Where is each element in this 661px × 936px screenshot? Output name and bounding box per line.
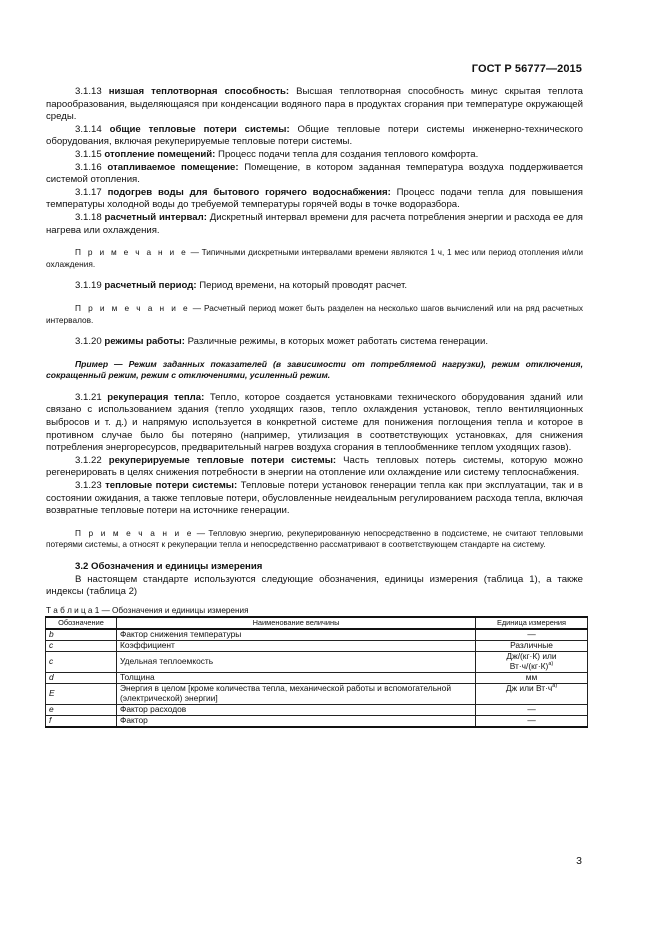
term-3-1-15: 3.1.15 отопление помещений: Процесс подачи тепла для создания теплового комфорта. — [75, 148, 479, 160]
term-3-1-18: 3.1.18 расчетный интервал: Дискретный интервал времени для расчета потребления энергии и расхода ее для нагрева или охлаждения. — [46, 211, 584, 236]
table-header-symbol: Обозначение — [46, 617, 117, 629]
page-number: 3 — [576, 855, 582, 867]
name-cell: Фактор — [117, 715, 476, 727]
note-intervals: П р и м е ч а н и е — Типичными дискретными интервалами времени являются 1 ч, 1 мес или период отопления и/или охлаждения. — [46, 247, 583, 269]
term-3-1-14: 3.1.14 общие тепловые потери системы: Общие тепловые потери системы инженерно-технического оборудования, включая рекуперируемые тепловые потери системы. — [46, 123, 583, 148]
table-header-unit: Единица измерения — [476, 617, 588, 629]
term-3-1-21: 3.1.21 рекуперация тепла: Тепло, которое создается установками технического оборудования зданий или связано с использованием здания (тепло уходящих газов, тепло охлаждения установок, тепло вентиляционных выбросов и т. д.) и напрямую используется в конкретной системе для понижения поглощения тепла и которое в противном случае было бы потеряно (например, утилизация в соответствующих установках, для снижения потребления энергоресурсов, предварительный нагрев воздуха сгорания в теплообменнике теплом уходящих газов). — [46, 391, 583, 454]
symbols-table — [45, 616, 588, 728]
example-modes: Пример — Режим заданных показателей (в зависимости от потребляемой нагрузки), режим отключения, сокращенный режим, режим с отключениями, усиленный режим. — [46, 358, 583, 381]
symbol-cell: e — [46, 704, 117, 715]
symbol-cell: d — [46, 672, 117, 683]
document-body — [46, 86, 583, 728]
unit-cell: Дж или $Вт\cdot ч^{а)}$ — [476, 683, 588, 704]
unit-cell: — — [476, 704, 588, 715]
name-cell: Фактор расходов — [117, 704, 476, 715]
term-3-1-16: 3.1.16 отапливаемое помещение: Помещение, в котором заданная температура воздуха поддерживается системой отопления. — [46, 161, 583, 186]
table1-caption: Т а б л и ц а 1 — Обозначения и единицы измерения — [46, 605, 249, 615]
symbol-cell: c — [46, 651, 117, 672]
section-intro: В настоящем стандарте используются следующие обозначения, единицы измерения (таблица 1), а также индексы (таблица 2) — [46, 573, 583, 598]
section-heading: 3.2 Обозначения и единицы измерения — [75, 561, 263, 572]
term-3-1-22: 3.1.22 рекуперируемые тепловые потери системы: Часть тепловых потерь системы, которую можно регенерировать в целях снижения потребности в энергии на отопление или охлаждение или систему теплоснабжения. — [46, 454, 584, 479]
term-3-1-23: 3.1.23 тепловые потери системы: Тепловые потери установок генерации тепла как при эксплуатации, так и в состоянии ожидания, а также тепловые потери, обусловленные неидеальным регулированием расхода тепла, включая возвратные тепловые потери на источнике генерации. — [46, 480, 583, 517]
unit-cell: — — [476, 715, 588, 727]
name-cell: Коэффициент — [117, 640, 476, 651]
unit-cell: Дж/(кг·К) или $Вт\cdot ч/(кг\cdot К)^{а)}$ — [476, 651, 588, 672]
table-row — [46, 704, 588, 715]
table-row — [46, 683, 588, 704]
symbol-cell: f — [46, 715, 117, 727]
table-row — [46, 640, 588, 651]
symbol-cell: c — [46, 640, 117, 651]
table-row — [46, 651, 588, 672]
term-3-1-17: 3.1.17 подогрев воды для бытового горячего водоснабжения: Процесс подачи тепла для повышения температуры холодной воды до требуемой температуры горячей воды в точке водоразбора. — [46, 186, 583, 211]
table-header-name: Наименование величины — [117, 617, 476, 629]
name-cell: Энергия в целом [кроме количества тепла, механической работы и вспомогательной (электрической) энергии] — [117, 683, 476, 704]
document-code: ГОСТ Р 56777—2015 — [471, 63, 582, 75]
unit-cell: Различные — [476, 640, 588, 651]
note-period: П р и м е ч а н и е — Расчетный период может быть разделен на несколько шагов вычислений или на ряд расчетных интервалов. — [46, 302, 583, 325]
name-cell: Толщина — [117, 672, 476, 683]
unit-cell: мм — [476, 672, 588, 683]
note-recovery: П р и м е ч а н и е — Тепловую энергию, рекуперированную непосредственно в подсистеме, не считают тепловыми потерями системы, а относят к рекуперации тепла и непосредственно рассматривают в соответствующем стандарте на систему. — [46, 527, 583, 550]
table-row — [46, 715, 588, 727]
symbol-cell: E — [46, 683, 117, 704]
table-row — [46, 672, 588, 683]
unit-cell: — — [476, 629, 588, 641]
term-3-1-20: 3.1.20 режимы работы: Различные режимы, в которых может работать система генерации. — [75, 336, 489, 348]
name-cell: Удельная теплоемкость — [117, 651, 476, 672]
symbol-cell: b — [46, 629, 117, 641]
table-row — [46, 629, 588, 641]
name-cell: Фактор снижения температуры — [117, 629, 476, 641]
term-3-1-13: 3.1.13 низшая теплотворная способность: Высшая теплотворная способность минус скрытая теплота парообразования, выделяющаяся при конденсации водяного пара в продуктах сгорания при температуре окружающей среды. — [46, 86, 584, 123]
term-3-1-19: 3.1.19 расчетный период: Период времени, на который проводят расчет. — [75, 280, 408, 292]
